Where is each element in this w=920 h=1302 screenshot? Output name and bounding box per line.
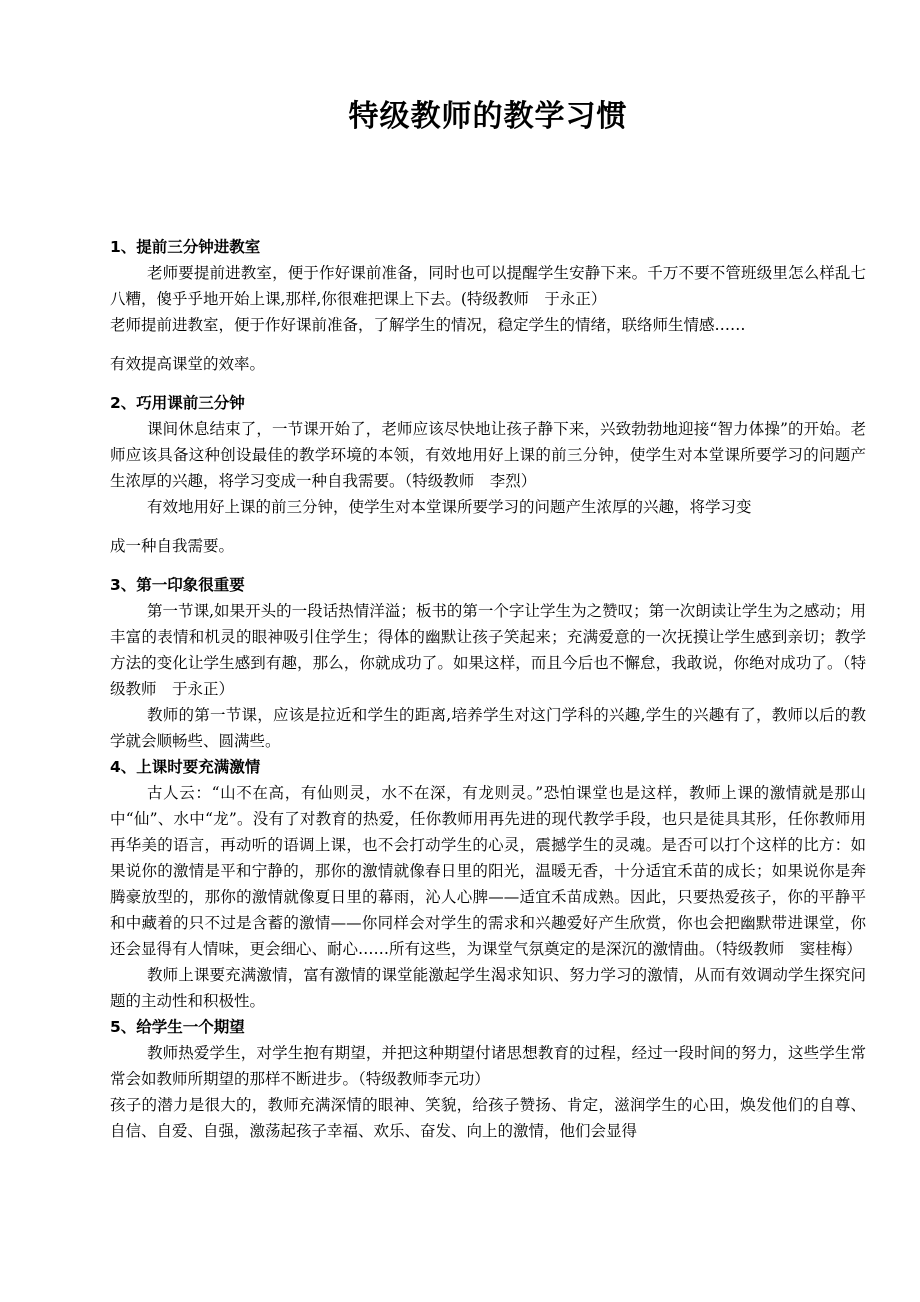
paragraph: 教师上课要充满激情，富有激情的课堂能激起学生渴求知识、努力学习的激情，从而有效调动学生探究问题的主动性和积极性。 [110,966,866,1010]
paragraph: 课间休息结束了，一节课开始了，老师应该尽快地让孩子静下来，兴致勃勃地迎接“智力体操”的开始。老师应该具备这种创设最佳的教学环境的本领，有效地用好上课的前三分钟，使学生对本堂课所要学习的问题产生浓厚的兴趣，将学习变成一种自我需要。（特级教师 李烈） [110,420,866,490]
section-5 [110,1014,866,1144]
section-3 [110,572,866,754]
paragraph: 老师提前进教室，便于作好课前准备，了解学生的情况，稳定学生的情绪，联络师生情感…… [110,316,746,334]
paragraph: 古人云：“山不在高，有仙则灵，水不在深，有龙则灵。”恐怕课堂也是这样，教师上课的激情就是那山中“仙”、水中“龙”。没有了对教育的热爱，任你教师用再先进的现代教学手段，也只是徒具其形，任你教师用再华美的语言，再动听的语调上课，也不会打动学生的心灵，震撼学生的灵魂。是否可以打个这样的比方：如果说你的激情是平和宁静的，那你的激情就像春日里的阳光，温暖无香，十分适宜禾苗的成长；如果说你是奔腾豪放型的，那你的激情就像夏日里的幕雨，沁人心脾——适宜禾苗成熟。因此，只要热爱孩子，你的平静平和中藏着的只不过是含蓄的激情——你同样会对学生的需求和兴趣爱好产生欣赏，你也会把幽默带进课堂，你还会显得有人情味，更会细心、耐心……所有这些，为课堂气氛奠定的是深沉的激情曲。（特级教师 窦桂梅） [110,784,866,958]
document-body [110,234,866,1144]
section-heading: 1、提前三分钟进教室 [110,238,261,256]
page-title: 特级教师的教学习惯 [348,99,628,134]
paragraph: 孩子的潜力是很大的，教师充满深情的眼神、笑貌，给孩子赞扬、肯定，滋润学生的心田，焕发他们的自尊、自信、自爱、自强，激荡起孩子幸福、欢乐、奋发、向上的激情，他们会显得 [110,1096,866,1140]
section-2 [110,390,866,559]
paragraph: 有效提高课堂的效率。 [110,355,266,373]
paragraph: 成一种自我需要。 [110,537,235,555]
paragraph: 教师热爱学生，对学生抱有期望，并把这种期望付诸思想教育的过程，经过一段时间的努力，这些学生常常会如教师所期望的那样不断进步。（特级教师李元功） [110,1044,866,1088]
section-heading: 3、第一印象很重要 [110,576,245,594]
paragraph: 有效地用好上课的前三分钟，使学生对本堂课所要学习的问题产生浓厚的兴趣，将学习变 [147,498,752,516]
section-1 [110,234,866,377]
section-heading: 4、上课时要充满激情 [110,758,261,776]
section-heading: 2、巧用课前三分钟 [110,394,245,412]
section-4 [110,754,866,1014]
paragraph: 教师的第一节课，应该是拉近和学生的距离,培养学生对这门学科的兴趣,学生的兴趣有了，教师以后的教学就会顺畅些、圆满些。 [110,706,866,750]
paragraph: 第一节课,如果开头的一段话热情洋溢；板书的第一个字让学生为之赞叹；第一次朗读让学生为之感动；用丰富的表情和机灵的眼神吸引住学生；得体的幽默让孩子笑起来；充满爱意的一次抚摸让学生感到亲切；教学方法的变化让学生感到有趣，那么，你就成功了。如果这样，而且今后也不懈怠，我敢说，你绝对成功了。（特级教师 于永正） [110,602,866,698]
paragraph: 老师要提前进教室，便于作好课前准备，同时也可以提醒学生安静下来。千万不要不管班级里怎么样乱七八糟，傻乎乎地开始上课,那样,你很难把课上下去。(特级教师 于永正） [110,264,866,308]
section-heading: 5、给学生一个期望 [110,1018,245,1036]
